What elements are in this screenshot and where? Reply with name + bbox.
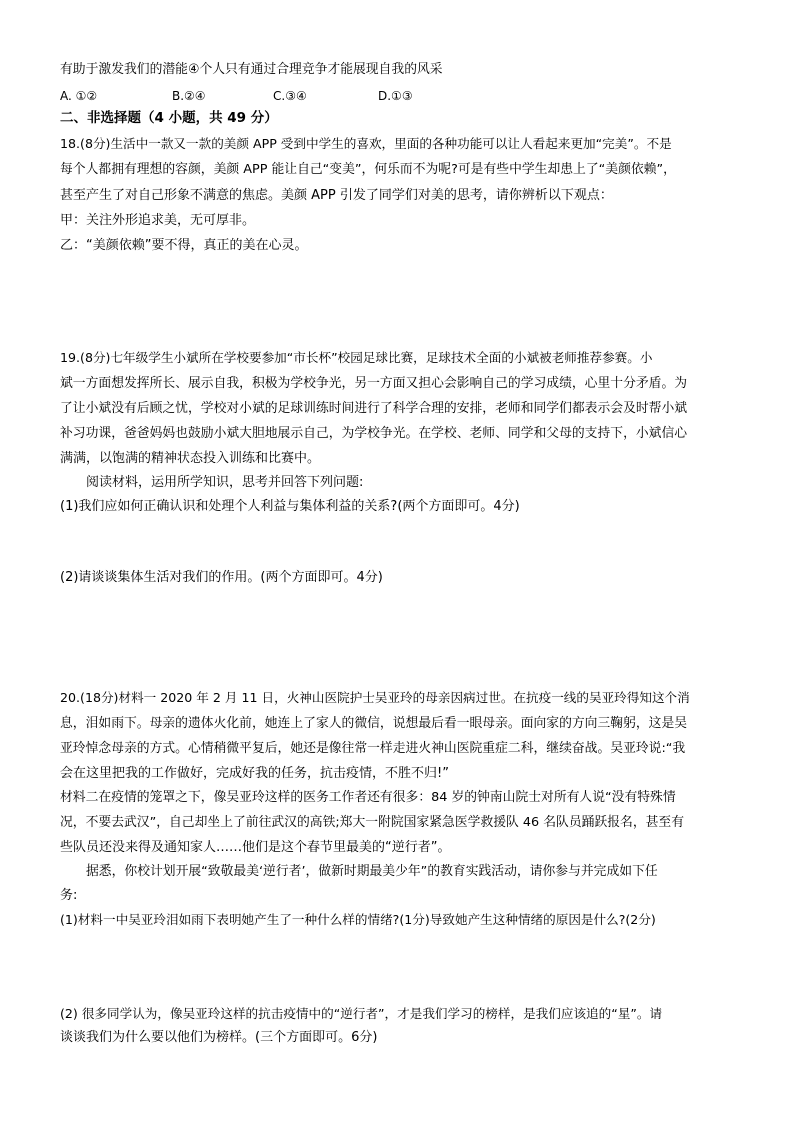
q17-options [60,86,460,106]
option-b: B.②④ [172,89,206,103]
q20-line: 据悉，你校计划开展“致敬最美‘逆行者’，做新时期最美少年”的教育实践活动，请你参与并完成如下任 [86,864,658,879]
q19-line: 满满，以饱满的精神状态投入训练和比赛中。 [60,451,321,466]
q19-line: 斌一方面想发挥所长、展示自我，积极为学校争光，另一方面又担心会影响自己的学习成绩，心里十分矛盾。为 [60,376,688,391]
q20-line: 会在这里把我的工作做好，完成好我的任务，抗击疫情，不胜不归!” [60,766,449,781]
q20-line: 材料二在疫情的笼罩之下，像吴亚玲这样的医务工作者还有很多：84 岁的钟南山院士对所有人说“没有特殊情 [60,790,676,805]
q20-line: 务: [60,888,78,903]
q18-viewpoint-b: 乙：“美颜依赖”要不得，真正的美在心灵。 [60,238,308,253]
q19-line: 19.(8分)七年级学生小斌所在学校要参加“市长杯”校园足球比赛，足球技术全面的小斌被老师推荐参赛。小 [60,350,653,365]
q19-line: 了让小斌没有后顾之忧，学校对小斌的足球训练时间进行了科学合理的安排，老师和同学们都表示会及时帮小斌 [60,401,688,416]
option-d: D.①③ [378,89,413,103]
option-a: A. ①② [60,89,98,103]
q20-line: 亚玲悼念母亲的方式。心情稍微平复后，她还是像往常一样走进火神山医院重症二科，继续奋战。吴亚玲说:“我 [60,741,686,756]
q19-subquestion-1: (1)我们应如何正确认识和处理个人利益与集体利益的关系?(两个方面即可。4分) [60,499,520,514]
q19-subquestion-2: (2)请谈谈集体生活对我们的作用。(两个方面即可。4分) [60,570,383,585]
q20-line: 谈谈我们为什么要以他们为榜样。(三个方面即可。6分) [60,1030,378,1045]
section-title: 二、非选择题（4 小题，共 49 分） [60,110,278,126]
option-c: C.③④ [273,89,307,103]
q18-line: 每个人都拥有理想的容颜，美颜 APP 能让自己“变美”，何乐而不为呢?可是有些中学生却患上了“美颜依赖”， [60,162,676,177]
q19-instruction: 阅读材料，运用所学知识，思考并回答下列问题: [86,475,364,490]
q18-line: 甚至产生了对自己形象不满意的焦虑。美颜 APP 引发了同学们对美的思考，请你辨析以下观点： [60,188,613,203]
q17-option-text-tail: 有助于激发我们的潜能④个人只有通过合理竞争才能展现自我的风采 [60,62,443,77]
q20-line: 息，泪如雨下。母亲的遗体火化前，她连上了家人的微信，说想最后看一眼母亲。面向家的方向三鞠躬，这是吴 [60,716,688,731]
q20-subquestion-2: (2) 很多同学认为，像吴亚玲这样的抗击疫情中的“逆行者”，才是我们学习的榜样，是我们应该追的“星”。请 [60,1006,663,1021]
q20-subquestion-1: (1)材料一中吴亚玲泪如雨下表明她产生了一种什么样的情绪?(1分)导致她产生这种情绪的原因是什么?(2分) [60,912,656,927]
q18-viewpoint-a: 甲：关注外形追求美，无可厚非。 [60,213,256,228]
q18-line: 18.(8分)生活中一款又一款的美颜 APP 受到中学生的喜欢，里面的各种功能可以让人看起来更加“完美”。不是 [60,136,672,151]
q19-line: 补习功课，爸爸妈妈也鼓励小斌大胆地展示自己，为学校争光。在学校、老师、同学和父母的支持下，小斌信心 [60,426,688,441]
q20-line: 况，不要去武汉”，自己却坐上了前往武汉的高铁;郑大一附院国家紧急医学救援队 46 名队员踊跃报名，甚至有 [60,815,685,830]
q20-line: 20.(18分)材料一 2020 年 2 月 11 日，火神山医院护士吴亚玲的母亲因病过世。在抗疫一线的吴亚玲得知这个消 [60,690,690,705]
q20-line: 些队员还没来得及通知家人……他们是这个春节里最美的“逆行者”。 [60,840,451,855]
